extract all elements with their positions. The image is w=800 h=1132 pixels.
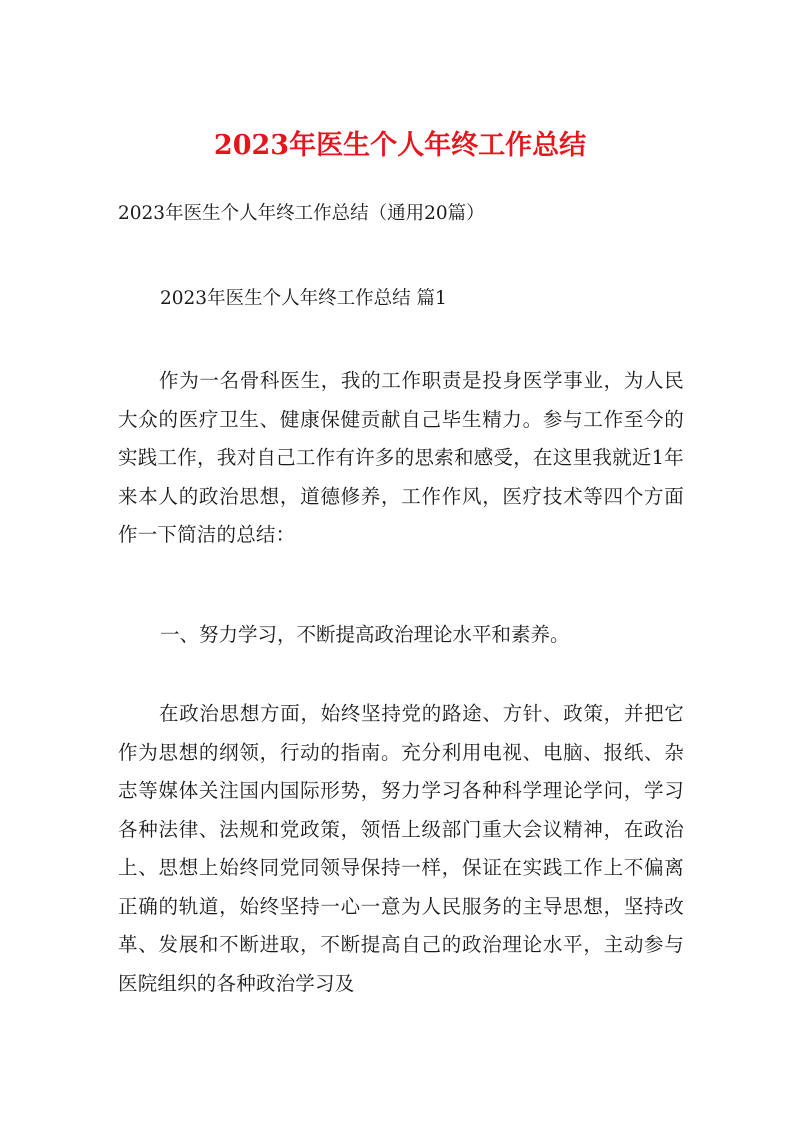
body-paragraph: 作为一名骨科医生，我的工作职责是投身医学事业，为人民大众的医疗卫生、健康保健贡献自己毕生精力。参与工作至今的实践工作，我对自己工作有许多的思索和感受，在这里我就近1年来本人的政治思想，道德修养，工作作风，医疗技术等四个方面作一下简洁的总结： xyxy=(118,369,684,546)
article-heading: 2023年医生个人年终工作总结 篇1 xyxy=(160,288,447,309)
body-paragraph: 在政治思想方面，始终坚持党的路途、方针、政策，并把它作为思想的纲领，行动的指南。充分利用电视、电脑、报纸、杂志等媒体关注国内国际形势，努力学习各种科学理论学问，学习各种法律、法规和党政策，领悟上级部门重大会议精神，在政治上、思想上始终同党同领导保持一样，保证在实践工作上不偏离正确的轨道，始终坚持一心一意为人民服务的主导思想，坚持改革、发展和不断进取，不断提高自己的政治理论水平，主动参与医院组织的各种政治学习及 xyxy=(118,702,684,995)
document-subtitle: 2023年医生个人年终工作总结（通用20篇） xyxy=(118,203,485,224)
document-title: 2023年医生个人年终工作总结 xyxy=(213,130,587,161)
section-heading: 一、努力学习，不断提高政治理论水平和素养。 xyxy=(160,623,570,646)
